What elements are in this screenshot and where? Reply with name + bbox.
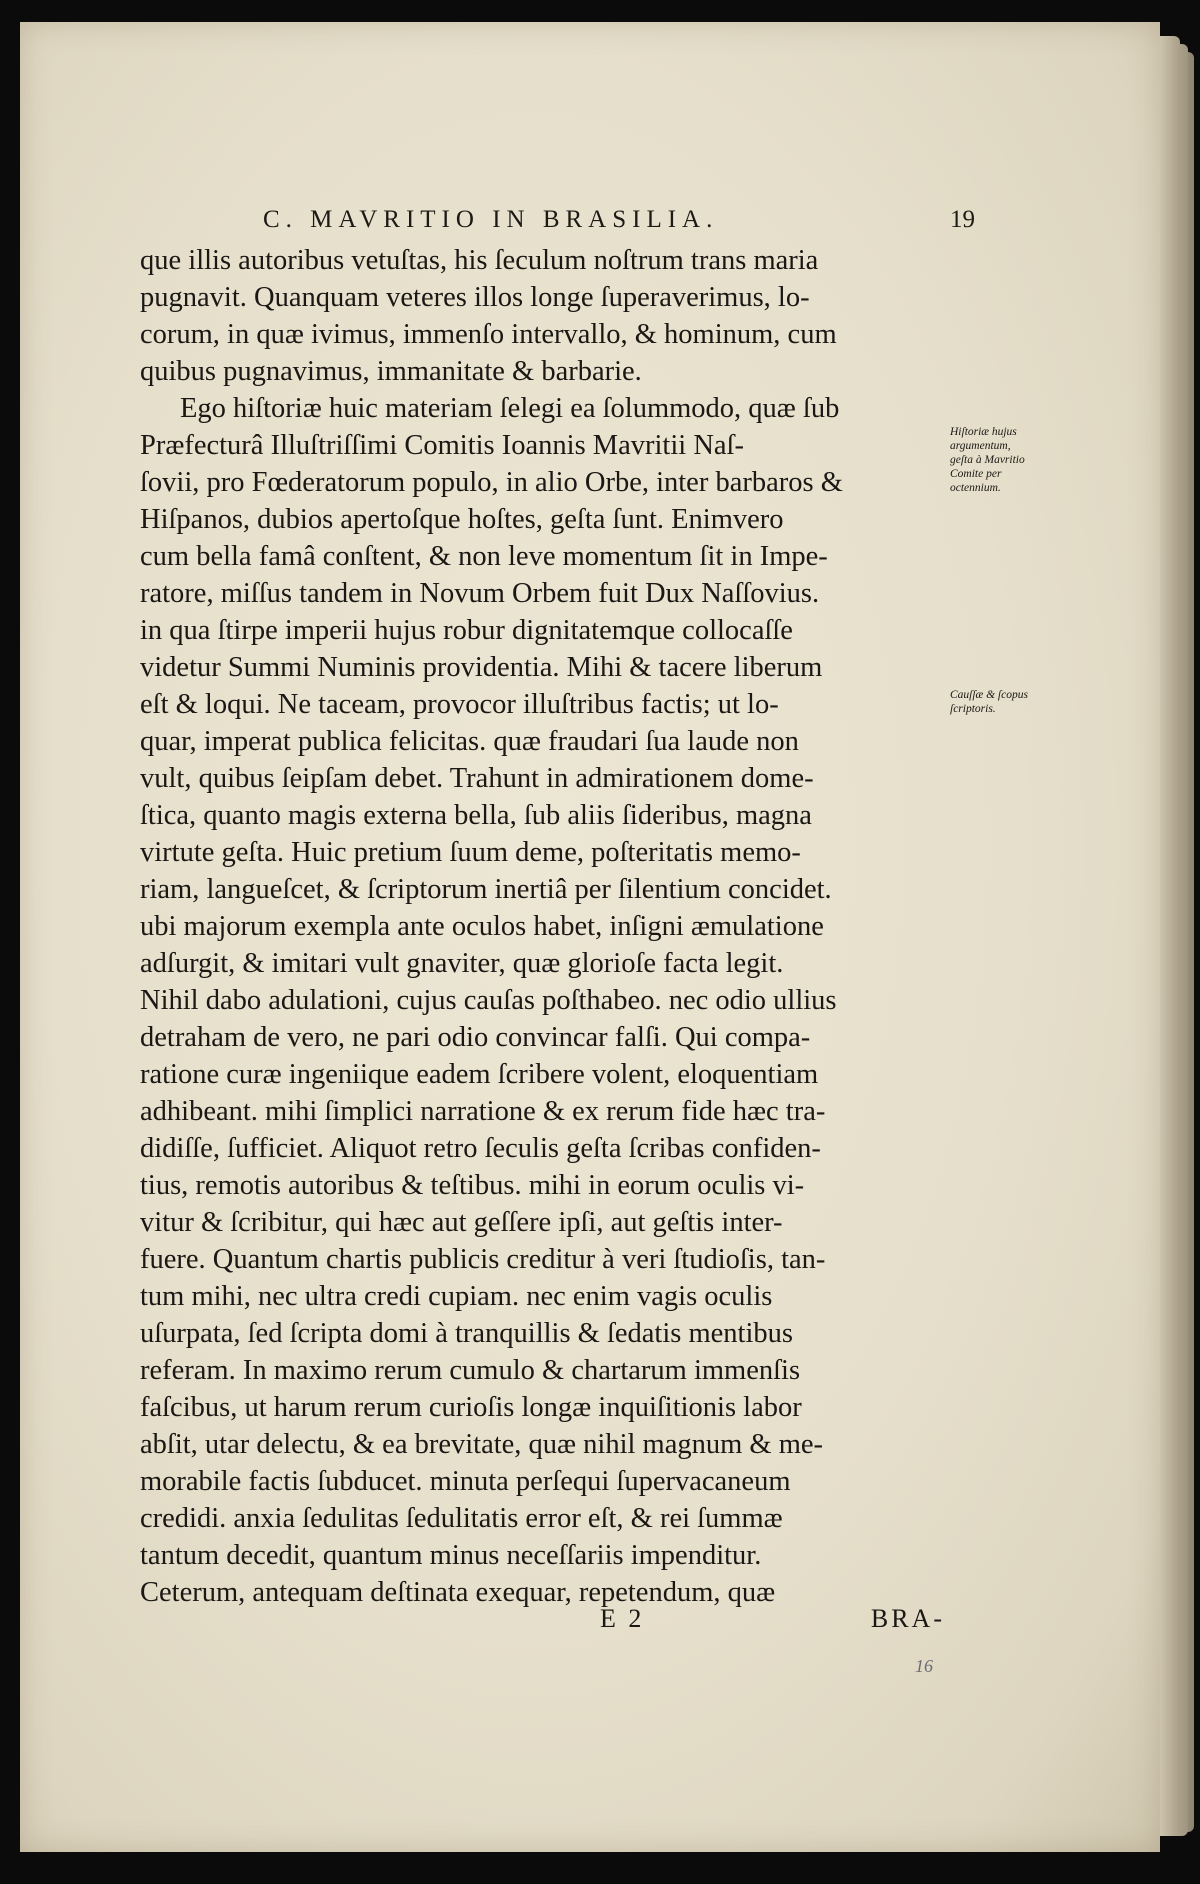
text-line: ſovii, pro Fœderatorum populo, in alio Orbe, inter barbaros &	[140, 467, 843, 498]
text-line: detraham de vero, ne pari odio convincar falſi. Qui compa-	[140, 1022, 811, 1053]
text-line: virtute geſta. Huic pretium ſuum deme, poſteritatis memo-	[140, 837, 801, 868]
text-line: referam. In maximo rerum cumulo & chartarum immenſis	[140, 1355, 801, 1386]
page-number: 19	[950, 206, 975, 233]
text-line: Nihil dabo adulationi, cujus cauſas poſthabeo. nec odio ullius	[140, 985, 837, 1016]
text-line: didiſſe, ſufficiet. Aliquot retro ſeculis geſta ſcribas confiden-	[140, 1133, 821, 1164]
running-head	[263, 206, 975, 240]
running-title: C. MAVRITIO IN BRASILIA.	[263, 206, 719, 233]
text-line: tantum decedit, quantum minus neceſſariis impenditur.	[140, 1540, 762, 1571]
text-line: ſtica, quanto magis externa bella, ſub aliis ſideribus, magna	[140, 800, 812, 831]
page-footer	[140, 1604, 945, 1640]
marginal-note: Cauſſæ & ſcopus ſcriptoris.	[950, 689, 1028, 715]
text-line: ratione curæ ingeniique eadem ſcribere volent, eloquentiam	[140, 1059, 819, 1090]
text-line: quibus pugnavimus, immanitate & barbarie.	[140, 356, 642, 387]
text-line: riam, langueſcet, & ſcriptorum inertiâ per ſilentium concidet.	[140, 874, 832, 905]
text-line: vult, quibus ſeipſam debet. Trahunt in admirationem dome-	[140, 763, 814, 794]
text-line: corum, in quæ ivimus, immenſo intervallo, & hominum, cum	[140, 319, 837, 350]
text-line: tum mihi, nec ultra credi cupiam. nec enim vagis oculis	[140, 1281, 773, 1312]
text-line: morabile factis ſubducet. minuta perſequi ſupervacaneum	[140, 1466, 791, 1497]
text-line: Ego hiſtoriæ huic materiam ſelegi ea ſolummodo, quæ ſub	[180, 393, 840, 424]
text-line: uſurpata, ſed ſcripta domi à tranquillis & ſedatis mentibus	[140, 1318, 793, 1349]
text-line: Ceterum, antequam deſtinata exequar, repetendum, quæ	[140, 1577, 776, 1608]
text-line: adſurgit, & imitari vult gnaviter, quæ glorioſe facta legit.	[140, 948, 784, 979]
text-line: pugnavit. Quanquam veteres illos longe ſuperaverimus, lo-	[140, 282, 810, 313]
text-line: adhibeant. mihi ſimplici narratione & ex rerum fide hæc tra-	[140, 1096, 826, 1127]
handwritten-folio-number: 16	[915, 1656, 933, 1676]
text-line: vitur & ſcribitur, qui hæc aut geſſere ipſi, aut geſtis inter-	[140, 1207, 783, 1238]
catchword: BRA-	[870, 1604, 945, 1633]
text-line: faſcibus, ut harum rerum curioſis longæ inquiſitionis labor	[140, 1392, 802, 1423]
text-line: Hiſpanos, dubios apertoſque hoſtes, geſta ſunt. Enimvero	[140, 504, 784, 535]
text-line: quar, imperat publica felicitas. quæ fraudari ſua laude non	[140, 726, 799, 757]
text-line: ubi majorum exempla ante oculos habet, inſigni æmulatione	[140, 911, 824, 942]
text-line: fuere. Quantum chartis publicis creditur à veri ſtudioſis, tan-	[140, 1244, 826, 1275]
marginal-note: Hiſtoriæ hujus argumentum, geſta à Mavritio Comite per octennium.	[950, 426, 1025, 494]
text-line: cum bella famâ conſtent, & non leve momentum ſit in Impe-	[140, 541, 828, 572]
body-text	[140, 242, 945, 1611]
signature-mark: E 2	[600, 1604, 645, 1633]
text-line: abſit, utar delectu, & ea brevitate, quæ nihil magnum & me-	[140, 1429, 824, 1460]
text-line: ratore, miſſus tandem in Novum Orbem fuit Dux Naſſovius.	[140, 578, 820, 609]
text-line: que illis autoribus vetuſtas, his ſeculum noſtrum trans maria	[140, 245, 819, 276]
text-line: Præfecturâ Illuſtriſſimi Comitis Ioannis Mavritii Naſ-	[140, 430, 744, 461]
text-line: in qua ſtirpe imperii hujus robur dignitatemque collocaſſe	[140, 615, 793, 646]
text-line: eſt & loqui. Ne taceam, provocor illuſtribus factis; ut lo-	[140, 689, 779, 720]
text-line: credidi. anxia ſedulitas ſedulitatis error eſt, & rei ſummæ	[140, 1503, 783, 1534]
text-line: videtur Summi Numinis providentia. Mihi & tacere liberum	[140, 652, 823, 683]
text-line: tius, remotis autoribus & teſtibus. mihi in eorum oculis vi-	[140, 1170, 805, 1201]
